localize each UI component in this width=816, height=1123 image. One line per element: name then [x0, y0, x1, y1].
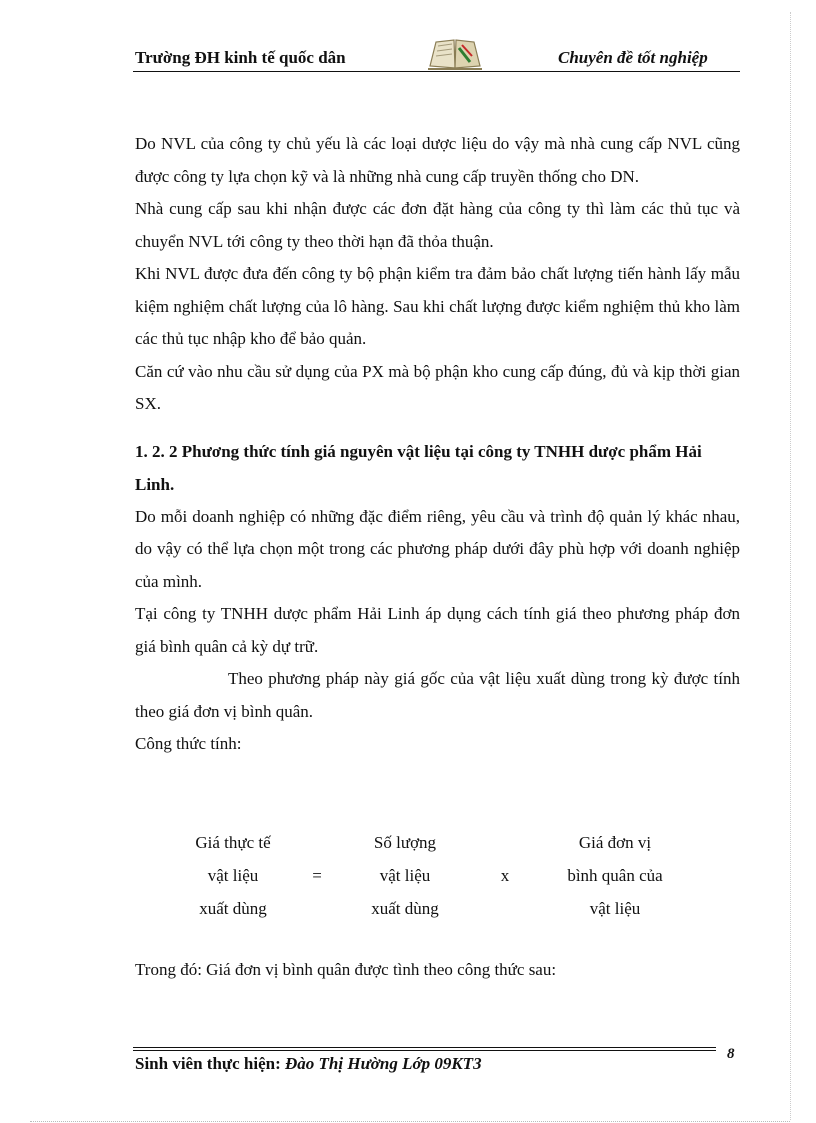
paragraph-5: Do mỗi doanh nghiệp có những đặc điểm riêng, yêu cầu và trình độ quản lý khác nhau, do vậy có thể lựa chọn một trong các phương pháp dưới đây phù hợp với doanh nghiệp của mình.	[135, 506, 740, 591]
paragraph-7: Theo phương pháp này giá gốc của vật liệu xuất dùng trong kỳ được tính theo giá đơn vị bình quân.	[135, 669, 740, 721]
formula-term-quantity	[345, 826, 465, 925]
paragraph-6: Tại công ty TNHH dược phẩm Hải Linh áp dụng cách tính giá theo phương pháp đơn giá bình quân cả kỳ dự trữ.	[135, 604, 740, 656]
paragraph-4: Căn cứ vào nhu cầu sử dụng của PX mà bộ phận kho cung cấp đúng, đủ và kịp thời gian SX.	[135, 361, 740, 413]
formula-text: Giá đơn vị	[578, 833, 652, 852]
formula-explanation: Trong đó: Giá đơn vị bình quân được tình theo công thức sau:	[135, 960, 557, 979]
paragraph-3: Khi NVL được đưa đến công ty bộ phận kiểm tra đảm bảo chất lượng tiến hành lấy mẫu kiệm nghiệm chất lượng của lô hàng. Sau khi chất lượng được kiểm nghiệm thủ kho làm các thủ tục nhập kho để bảo quản.	[135, 264, 740, 348]
page-footer	[135, 1054, 482, 1074]
formula-text: xuất dùng	[199, 899, 267, 918]
formula	[135, 826, 740, 926]
page-number: 8	[727, 1046, 735, 1062]
formula-term-actual-price	[173, 826, 293, 925]
formula-text: Giá thực tế	[195, 833, 271, 852]
section-heading: 1. 2. 2 Phương thức tính giá nguyên vật liệu tại công ty TNHH dược phẩm Hải Linh.	[135, 441, 702, 494]
main-content	[135, 128, 740, 761]
header-rule	[133, 71, 740, 72]
paragraph-1: Do NVL của công ty chủ yếu là các loại dược liệu do vậy mà nhà cung cấp NVL cũng được công ty lựa chọn kỹ và là những nhà cung cấp truyền thống cho DN.	[135, 134, 740, 186]
page-border	[790, 12, 791, 1120]
formula-text: bình quân của	[567, 866, 663, 885]
formula-text: Số lượng	[373, 833, 437, 852]
multiply-sign: x	[500, 866, 510, 885]
formula-text: xuất dùng	[371, 899, 439, 918]
footer-rule	[133, 1050, 716, 1051]
formula-text: vật liệu	[589, 899, 641, 918]
university-name: Trường ĐH kinh tế quốc dân	[135, 48, 346, 67]
page-border	[30, 1121, 790, 1122]
paragraph-2: Nhà cung cấp sau khi nhận được các đơn đặt hàng của công ty thì làm các thủ tục và chuyển NVL tới công ty theo thời hạn đã thỏa thuận.	[135, 199, 740, 251]
formula-text: vật liệu	[379, 866, 431, 885]
paragraph-8: Công thức tính:	[135, 734, 242, 753]
equals-sign: =	[312, 866, 322, 885]
footer-rule	[133, 1047, 716, 1048]
formula-text: vật liệu	[207, 866, 259, 885]
open-book-icon	[426, 36, 484, 74]
formula-term-unit-price	[545, 826, 685, 925]
thesis-title: Chuyên đề tốt nghiệp	[558, 48, 708, 67]
student-name: Đào Thị Hường Lớp 09KT3	[285, 1054, 482, 1073]
footer-label: Sinh viên thực hiện:	[135, 1054, 286, 1073]
